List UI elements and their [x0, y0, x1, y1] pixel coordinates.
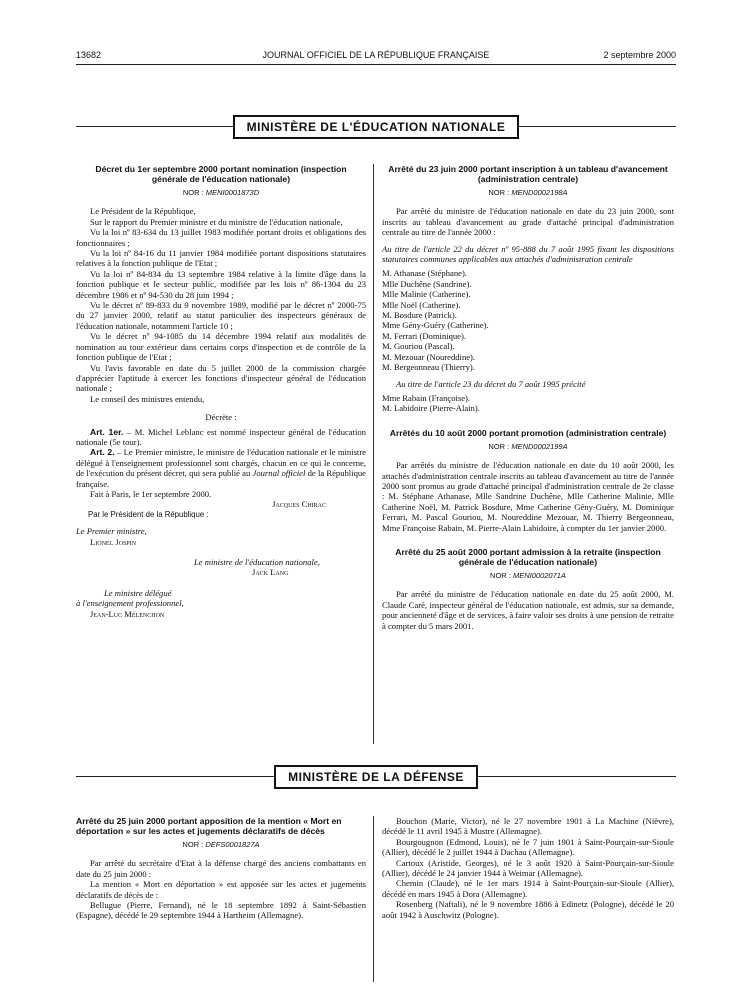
arrete2-text: Par arrêtés du ministre de l'éducation nationale en date du 10 août 2000, les attachés d'administration centrale inscrits au tableau d'avancement au titre de l'année 2000 sont promus au grade d'attaché principal d'administration centrale de 2e classe : M. Stéphane Athanase, Mlle Sandrine Duchêne, Mlle Catherine Malinie, Mlle Catherine Noël, M. Patrick Bosdure, Mme Catherine Gény-Guéry, M. Dominique Ferrari, M. Pascal Gouriou, M. Noureddine Mezouar, M. Thierry Bergeonneau, Mme Françoise Rabain, M. Pierre-Alain Labidoire, à compter du 1er janvier 2000.	[382, 460, 674, 533]
list-item: M. Bosdure (Patrick).	[382, 310, 457, 321]
delegue-role-1: Le ministre délégué	[104, 587, 172, 598]
arrete3-title: Arrêté du 25 août 2000 portant admission à la retraite (inspection générale de l'éducation nationale)	[395, 546, 661, 567]
defense-arrete-right	[382, 816, 674, 920]
nor-code: MEND0002198A	[511, 188, 568, 197]
decret-paragraph: Vu le décret nº 89-833 du 9 novembre 1989, modifié par le décret nº 2000-75 du 27 janvier 2000, relatif au statut particulier des inspecteurs généraux de l'éducation nationale, notamment l'article 10 ;	[76, 300, 366, 331]
page-number: 13682	[76, 50, 102, 60]
article-1-text: – M. Michel Leblanc est nommé inspecteur général de l'éducation nationale (5e tour).	[76, 426, 366, 447]
arrete4-paragraph: La mention « Mort en déportation » est apposée sur les actes et jugements déclaratifs de décès de :	[76, 879, 366, 900]
list-item: M. Labidoire (Pierre-Alain).	[382, 403, 480, 414]
list-item: M. Bergeonneau (Thierry).	[382, 362, 475, 373]
delegue-role-2: à l'enseignement professionnel,	[76, 598, 184, 609]
arrete1-nor	[382, 188, 674, 198]
delegue-name: Jean-Luc Mélenchon	[90, 608, 165, 619]
arrete1-names-list-2	[382, 393, 674, 414]
signer-president: Jacques Chirac	[272, 499, 326, 510]
nor-code: MENI0002071A	[512, 570, 566, 580]
list-item: M. Athanase (Stéphane).	[382, 268, 467, 279]
article-2-text: – Le Premier ministre, le ministre de l'éducation nationale et le ministre délégué à l'enseignement professionnel sont chargés, chacun en ce qui le concerne, de l'exécution du présent décret, qui sera publié au	[76, 447, 366, 479]
decret-paragraph: Vu la loi nº 84-834 du 13 septembre 1984 relative à la limite d'âge dans la fonction publique et le secteur public, modifiée par les lois nº 86-1304 du 23 décembre 1986 et nº 94-530 du 28 juin 1994 ;	[76, 268, 366, 300]
person-entry: Rosenberg (Naftali), né le 9 novembre 1886 à Edinetz (Pologne), décédé le 20 août 1942 à Auschwitz (Pologne).	[382, 899, 674, 920]
article-2-text-end: de la République française.	[76, 468, 366, 489]
person-entry: Cartoux (Aristide, Georges), né le 3 août 1920 à Saint-Pourçain-sur-Sioule (Allier), décédé le 24 janvier 1944 à Weimar (Allemagne).	[382, 857, 674, 879]
decrete: Décrète :	[205, 412, 237, 423]
person-entry: Bourgougnon (Edmond, Louis), né le 7 juin 1901 à Saint-Pourçain-sur-Sioule (Allier), décédé le 2 juillet 1944 à Dachau (Allemagne).	[382, 836, 674, 858]
defense-arrete-left	[76, 816, 366, 921]
decret-paragraph: Vu le décret nº 94-1085 du 14 décembre 1994 relatif aux modalités de nomination au tour extérieur dans certains corps d'inspection et de contrôle de la fonction publique de l'Etat ;	[76, 331, 366, 363]
decret-title: Décret du 1er septembre 2000 portant nomination (inspection générale de l'éducation nationale)	[95, 164, 347, 184]
journal-title: JOURNAL OFFICIEL DE LA RÉPUBLIQUE FRANÇAISE	[262, 50, 490, 60]
arrete2-nor	[382, 442, 674, 452]
list-item: M. Ferrari (Dominique).	[382, 330, 467, 341]
decret-paragraph: Vu la loi nº 83-634 du 13 juillet 1983 modifiée portant droits et obligations des fonctionnaires ;	[76, 227, 366, 248]
issue-date: 2 septembre 2000	[603, 50, 676, 60]
ministry-banner-wrap	[76, 115, 676, 139]
list-item: Mlle Duchêne (Sandrine).	[382, 278, 472, 289]
decret-paragraph: Le conseil des ministres entendu,	[90, 393, 205, 404]
arrete1-title: Arrêté du 23 juin 2000 portant inscription à un tableau d'avancement (administration centrale)	[388, 164, 668, 184]
list-item: Mlle Noël (Catherine).	[382, 299, 461, 310]
article-1	[76, 427, 366, 448]
list-item: Mlle Malinie (Catherine).	[382, 289, 471, 300]
nor-label: NOR :	[490, 570, 511, 580]
journal-officiel: Journal officiel	[252, 468, 306, 479]
nor-label: NOR :	[182, 840, 204, 849]
educ-role: Le ministre de l'éducation nationale,	[194, 557, 320, 567]
arrete1-subtitle1: Au titre de l'article 22 du décret nº 95-888 du 7 août 1995 fixant les dispositions statutaires communes applicables aux attachés d'administration centrale	[382, 243, 674, 265]
arrete4-paragraph: Bellugue (Pierre, Fernand), né le 18 septembre 1892 à Saint-Sébastien (Espagne), décédé le 29 septembre 1944 à Hartheim (Allemagne).	[76, 900, 366, 921]
nor-label: NOR :	[182, 188, 204, 197]
header-rule	[76, 64, 676, 65]
decret-paragraph: Sur le rapport du Premier ministre et du ministre de l'éducation nationale,	[90, 216, 343, 227]
list-item: M. Mezouar (Noureddine).	[382, 351, 476, 362]
fait-a-paris: Fait à Paris, le 1er septembre 2000.	[90, 488, 212, 499]
pm-role: Le Premier ministre,	[76, 526, 147, 537]
arrete4-paragraph: Par arrêté du secrétaire d'Etat à la défense chargé des anciens combattants en date du 25 juin 2000 :	[76, 858, 366, 879]
article-1-label: Art. 1er.	[90, 426, 124, 437]
decret-nor	[76, 188, 366, 198]
arrete1-subtitle2: Au titre de l'article 23 du décret du 7 août 1995 précité	[396, 378, 586, 389]
ministry-defense-banner: MINISTÈRE DE LA DÉFENSE	[274, 765, 478, 789]
article-2	[76, 447, 366, 489]
arrete3-text: Par arrêté du ministre de l'éducation nationale en date du 25 août 2000, M. Claude Caré, inspecteur général de l'éducation nationale, est admis, sur sa demande, pour ancienneté d'âge et de services, à faire valoir ses droits à une pension de retraite à compter du 5 mars 2001.	[382, 589, 674, 631]
ministry-banner-wrap	[76, 765, 676, 789]
nor-code: MEND0002199A	[511, 441, 568, 451]
arrete3-nor	[382, 571, 674, 581]
column-divider	[373, 816, 374, 982]
person-entry: Bouchon (Marie, Victor), né le 27 novembre 1901 à La Machine (Nièvre), décédé le 11 avril 1945 à Mustre (Allemagne).	[382, 816, 674, 837]
nor-code: MENI0001873D	[205, 188, 260, 197]
decret-paragraph: Le Président de la République,	[90, 206, 196, 217]
pm-name: Lionel Jospin	[90, 536, 137, 547]
column-divider	[373, 164, 374, 744]
arrete1-names-list	[382, 268, 674, 372]
nor-code: DEFS0001827A	[205, 840, 260, 849]
arrete2-title: Arrêtés du 10 août 2000 portant promotion (administration centrale)	[389, 427, 667, 438]
article-2-label: Art. 2.	[90, 447, 115, 458]
arrete4-title: Arrêté du 25 juin 2000 portant apposition de la mention « Mort en déportation » sur les actes et jugements déclaratifs de décès	[76, 816, 342, 836]
list-item: M. Gouriou (Pascal).	[382, 341, 455, 352]
arretes-section	[382, 164, 674, 631]
arrete4-nor	[76, 840, 366, 850]
list-item: Mme Rabain (Françoise).	[382, 392, 471, 403]
decret-section	[76, 164, 366, 619]
nor-label: NOR :	[488, 441, 510, 451]
decret-paragraph: Vu l'avis favorable en date du 5 juillet 2000 de la commission chargée d'apprécier l'aptitude à exercer les fonctions d'inspecteur général de l'éducation nationale ;	[76, 362, 366, 394]
arrete1-intro: Par arrêté du ministre de l'éducation nationale en date du 23 juin 2000, sont inscrits au tableau d'avancement au grade d'attaché principal d'administration centrale au titre de l'année 2000 :	[382, 206, 674, 238]
par-le-president: Par le Président de la République :	[88, 509, 209, 519]
ministry-education-banner: MINISTÈRE DE L'ÉDUCATION NATIONALE	[233, 115, 520, 139]
list-item: Mme Gény-Guéry (Catherine).	[382, 320, 489, 331]
page-header	[76, 50, 676, 64]
nor-label: NOR :	[488, 188, 510, 197]
educ-name: Jack Lang	[252, 567, 289, 578]
decret-paragraph: Vu la loi nº 84-16 du 11 janvier 1984 modifiée portant dispositions statutaires relatives à la fonction publique de l'Etat ;	[76, 248, 366, 269]
person-entry: Chemin (Claude), né le 1er mars 1914 à Saint-Pourçain-sur-Sioule (Allier), décédé en mars 1945 à Dora (Allemagne).	[382, 878, 674, 899]
